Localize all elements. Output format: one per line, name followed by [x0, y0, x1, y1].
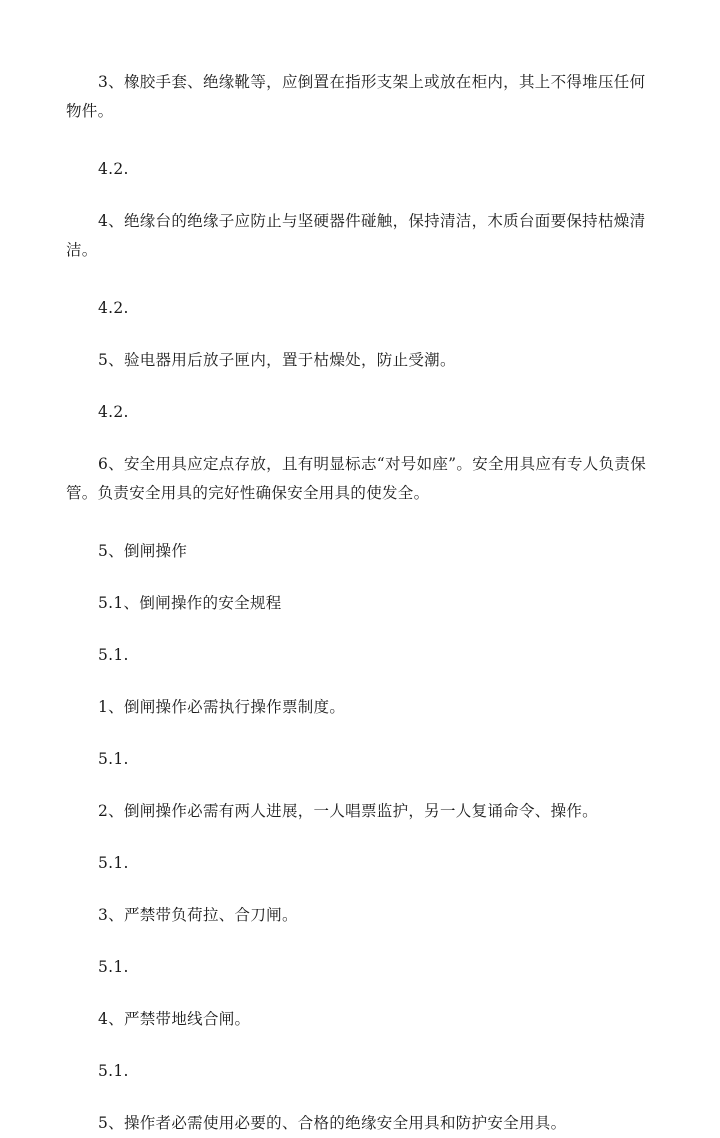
paragraph-two-person-operation: 2、倒闸操作必需有两人进展，一人唱票监护，另一人复诵命令、操作。 [98, 802, 598, 820]
paragraph-safety-tool-storage: 6、安全用具应定点存放，且有明显标志“对号如座”。安全用具应有专人负责保管。负责安全用具的完好性确保安全用具的使发全。 [66, 455, 647, 502]
paragraph-insulating-platform: 4、绝缘台的绝缘子应防止与坚硬器件碰触，保持清洁，木质台面要保持枯燥清洁。 [66, 212, 646, 259]
paragraph-voltage-detector: 5、验电器用后放子匣内，置于枯燥处，防止受潮。 [98, 351, 456, 369]
section-number: 4.2. [98, 403, 129, 421]
paragraph-insulating-equipment: 5、操作者必需使用必要的、合格的绝缘安全用具和防护安全用具。 [98, 1114, 567, 1132]
section-number: 5.1. [98, 646, 129, 664]
paragraph-no-load-switching: 3、严禁带负荷拉、合刀闸。 [98, 906, 298, 924]
section-number: 5.1. [98, 958, 129, 976]
paragraph-no-ground-wire-closing: 4、严禁带地线合闸。 [98, 1010, 251, 1028]
section-number: 4.2. [98, 160, 129, 178]
section-heading-switching-operation: 5、倒闸操作 [98, 542, 188, 560]
section-number: 4.2. [98, 299, 129, 317]
subsection-heading-safety-rules: 5.1、倒闸操作的安全规程 [98, 594, 282, 612]
section-number: 5.1. [98, 750, 129, 768]
section-number: 5.1. [98, 1062, 129, 1080]
section-number: 5.1. [98, 854, 129, 872]
paragraph-operation-ticket: 1、倒闸操作必需执行操作票制度。 [98, 698, 346, 716]
paragraph-rubber-gloves: 3、橡胶手套、绝缘靴等，应倒置在指形支架上或放在柜内，其上不得堆压任何物件。 [66, 73, 646, 120]
